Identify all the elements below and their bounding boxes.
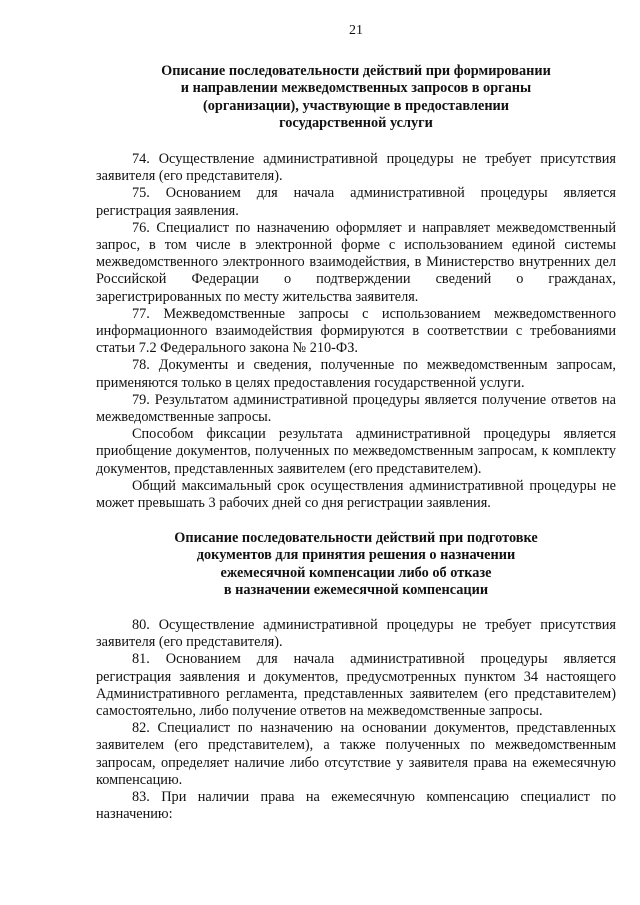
paragraph-78: 78. Документы и сведения, полученные по межведомственным запросам, применяются только в целях предоставления государственной услуги. xyxy=(96,357,616,391)
heading-line: в назначении ежемесячной компенсации xyxy=(223,582,489,599)
paragraph-80: 80. Осуществление административной процедуры не требует присутствия заявителя (его представителя). xyxy=(96,617,616,651)
paragraph-81: 81. Основанием для начала административной процедуры является регистрация заявления и документов, предусмотренных пунктом 34 настоящего Административного регламента, представленных заявителем (его представителем) самостоятельно, либо получение ответов на межведомственные запросы. xyxy=(96,651,616,720)
page-number: 21 xyxy=(349,23,363,38)
paragraph-79: 79. Результатом административной процедуры является получение ответов на межведомственные запросы. xyxy=(96,391,616,426)
heading-line: Описание последовательности действий при формировании xyxy=(161,63,551,79)
heading-line: и направлении межведомственных запросов в органы xyxy=(180,80,532,97)
heading-line: Описание последовательности действий при подготовке xyxy=(174,530,538,546)
heading-line: документов для принятия решения о назначении xyxy=(196,547,516,564)
paragraph-74: 74. Осуществление административной процедуры не требует присутствия заявителя (его представителя). xyxy=(96,151,616,185)
paragraph-fixation: Способом фиксации результата административной процедуры является приобщение документов, полученных по межведомственным запросам, к комплекту документов, представленных заявителем (его представителем). xyxy=(96,426,616,477)
section-heading-requests xyxy=(96,63,616,133)
section-body-requests xyxy=(96,151,616,512)
paragraph-75: 75. Основанием для начала административной процедуры является регистрация заявления. xyxy=(96,185,616,219)
paragraph-max-term: Общий максимальный срок осуществления административной процедуры не может превышать 3 рабочих дней со дня регистрации заявления. xyxy=(96,477,616,512)
paragraph-77: 77. Межведомственные запросы с использованием межведомственного информационного взаимодействия формируются в соответствии с требованиями статьи 7.2 Федерального закона № 210-ФЗ. xyxy=(96,305,616,357)
heading-line: (организации), участвующие в предоставлении xyxy=(202,97,510,114)
paragraph-83: 83. При наличии права на ежемесячную компенсацию специалист по назначению: xyxy=(96,789,616,823)
heading-line: государственной услуги xyxy=(279,115,433,132)
section-body-decision xyxy=(96,617,616,823)
section-heading-decision xyxy=(96,530,616,600)
paragraph-76: 76. Специалист по назначению оформляет и направляет межведомственный запрос, в том числе в электронной форме с использованием единой системы межведомственного электронного взаимодействия, в Министерство внутренних дел Российской Федерации о подтверждении сведений о гражданах, зарегистрированных по месту жительства заявителя. xyxy=(96,219,616,305)
heading-line: ежемесячной компенсации либо об отказе xyxy=(220,564,492,581)
paragraph-82: 82. Специалист по назначению на основании документов, представленных заявителем (его представителем), а также полученных по межведомственным запросам, определяет наличие либо отсутствие у заявителя права на ежемесячную компенсацию. xyxy=(96,720,616,788)
